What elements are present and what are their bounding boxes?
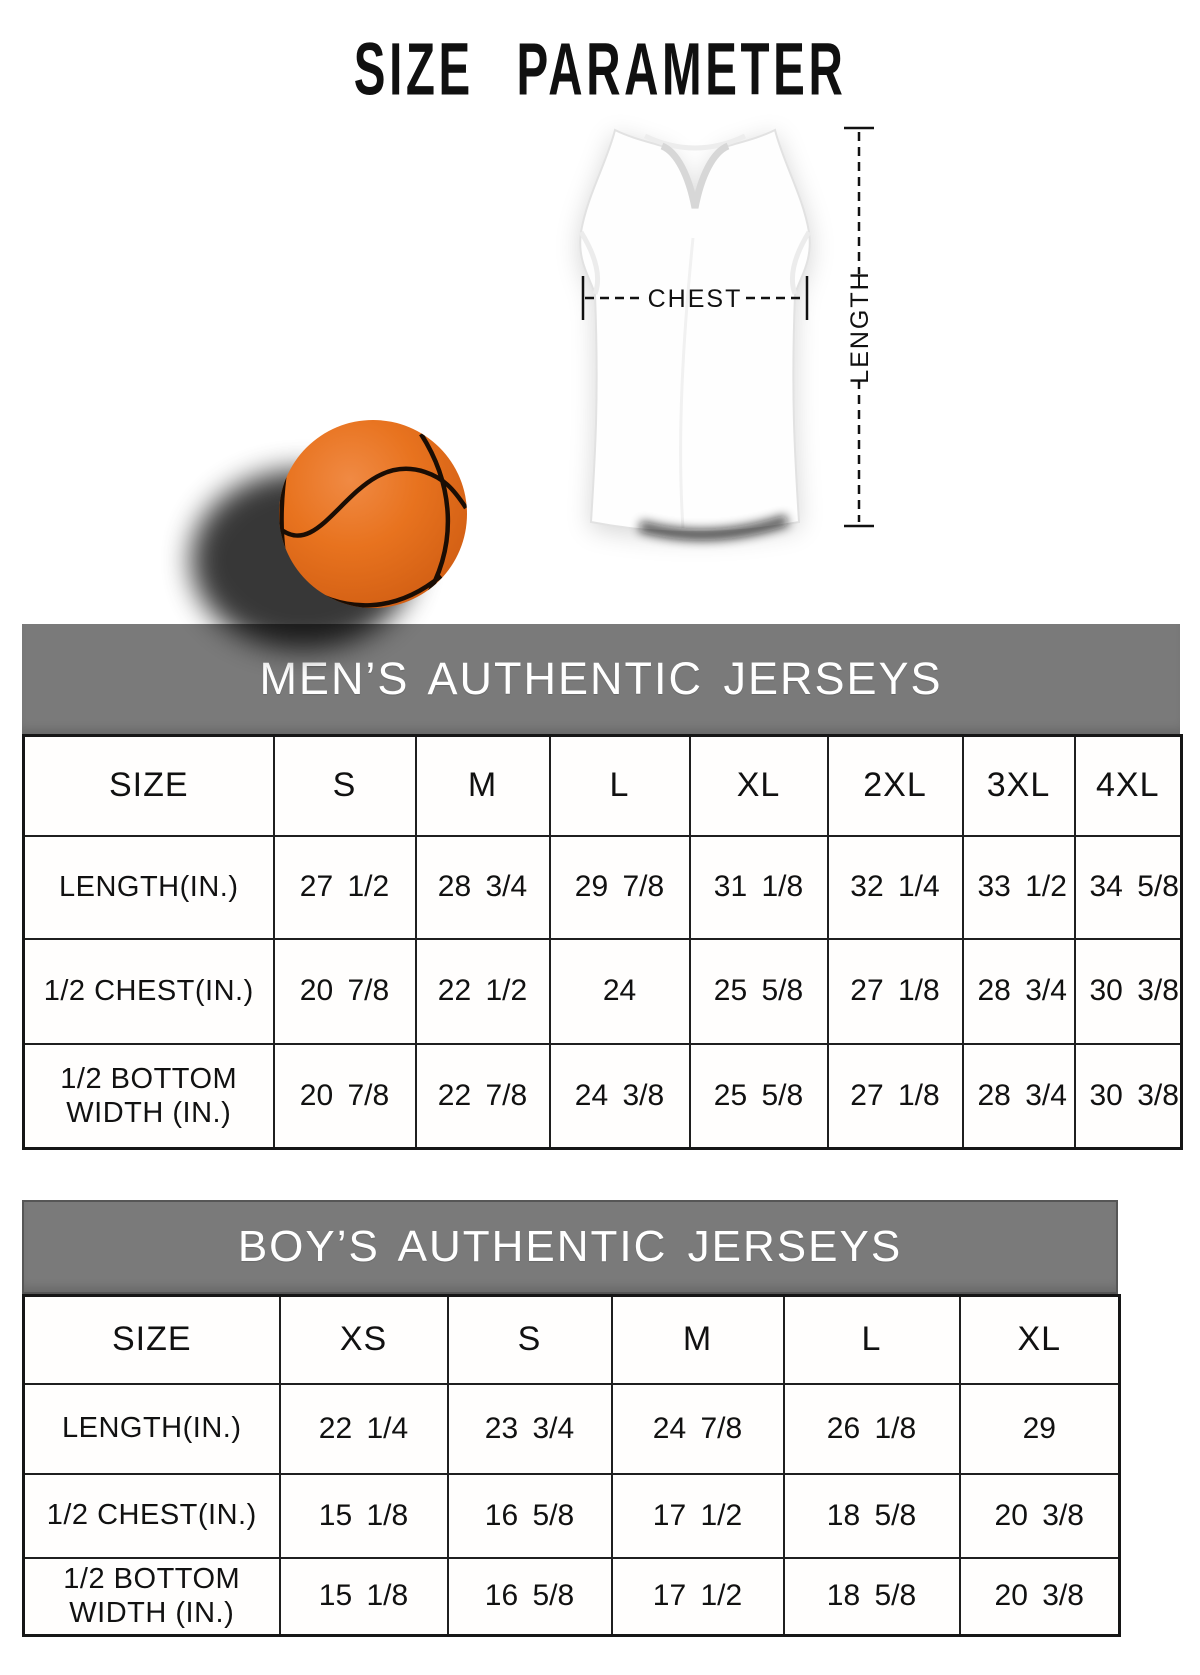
mens-col-header-l: L	[550, 736, 690, 836]
size-value-cell: 18 5/8	[784, 1558, 960, 1636]
page-title: SIZE PARAMETER	[353, 27, 847, 110]
size-value-cell: 28 3/4	[963, 939, 1075, 1044]
size-value-cell: 15 1/8	[280, 1474, 448, 1558]
boys-table-title-band	[22, 1200, 1118, 1294]
size-value-cell: 20 7/8	[274, 1044, 416, 1149]
mens-size-header: SIZE	[24, 736, 274, 836]
basketball-icon	[185, 376, 515, 686]
row-label: 1/2 BOTTOM WIDTH (IN.)	[24, 1558, 280, 1636]
boys-header-row	[24, 1296, 1120, 1384]
boys-size-table-section	[22, 1200, 1118, 1637]
size-value-cell: 24 7/8	[612, 1384, 784, 1474]
size-value-cell: 20 7/8	[274, 939, 416, 1044]
length-measure-line	[830, 124, 900, 534]
mens-col-header-s: S	[274, 736, 416, 836]
boys-col-header-m: M	[612, 1296, 784, 1384]
size-value-cell: 22 7/8	[416, 1044, 550, 1149]
size-value-cell: 17 1/2	[612, 1558, 784, 1636]
size-value-cell: 20 3/8	[960, 1558, 1120, 1636]
size-value-cell: 28 3/4	[963, 1044, 1075, 1149]
length-label: LENGTH	[846, 270, 874, 384]
product-illustration-area	[0, 114, 1200, 600]
mens-col-header-4xl: 4XL	[1075, 736, 1182, 836]
size-value-cell: 25 5/8	[690, 939, 828, 1044]
mens-half-bottom-width-row	[24, 1044, 1182, 1149]
mens-col-header-3xl: 3XL	[963, 736, 1075, 836]
row-label: 1/2 CHEST(IN.)	[24, 1474, 280, 1558]
mens-length-row	[24, 836, 1182, 939]
row-label: LENGTH(IN.)	[24, 1384, 280, 1474]
jersey-image	[545, 118, 845, 544]
size-value-cell: 25 5/8	[690, 1044, 828, 1149]
boys-half-bottom-width-row	[24, 1558, 1120, 1636]
size-value-cell: 31 1/8	[690, 836, 828, 939]
size-value-cell: 26 1/8	[784, 1384, 960, 1474]
row-label: 1/2 BOTTOM WIDTH (IN.)	[24, 1044, 274, 1149]
row-label: 1/2 CHEST(IN.)	[24, 939, 274, 1044]
mens-half-chest-row	[24, 939, 1182, 1044]
boys-col-header-xs: XS	[280, 1296, 448, 1384]
size-value-cell: 29	[960, 1384, 1120, 1474]
size-value-cell: 28 3/4	[416, 836, 550, 939]
size-value-cell: 17 1/2	[612, 1474, 784, 1558]
mens-header-row	[24, 736, 1182, 836]
boys-col-header-s: S	[448, 1296, 612, 1384]
mens-col-header-2xl: 2XL	[828, 736, 963, 836]
mens-size-table-section	[22, 624, 1180, 1150]
boys-col-header-l: L	[784, 1296, 960, 1384]
size-value-cell: 30 3/8	[1075, 1044, 1182, 1149]
size-value-cell: 27 1/8	[828, 1044, 963, 1149]
mens-table-title: MEN’S AUTHENTIC JERSEYS	[259, 653, 943, 704]
size-value-cell: 27 1/8	[828, 939, 963, 1044]
size-value-cell: 20 3/8	[960, 1474, 1120, 1558]
size-value-cell: 18 5/8	[784, 1474, 960, 1558]
size-value-cell: 22 1/2	[416, 939, 550, 1044]
page-title-area	[0, 0, 1200, 114]
boys-table-title: BOY’S AUTHENTIC JERSEYS	[237, 1222, 903, 1271]
boys-col-header-xl: XL	[960, 1296, 1120, 1384]
size-value-cell: 24	[550, 939, 690, 1044]
size-value-cell: 34 5/8	[1075, 836, 1182, 939]
size-value-cell: 27 1/2	[274, 836, 416, 939]
chest-label: CHEST	[647, 285, 743, 313]
mens-col-header-xl: XL	[690, 736, 828, 836]
size-value-cell: 15 1/8	[280, 1558, 448, 1636]
boys-half-chest-row	[24, 1474, 1120, 1558]
size-value-cell: 23 3/4	[448, 1384, 612, 1474]
row-label: LENGTH(IN.)	[24, 836, 274, 939]
size-value-cell: 32 1/4	[828, 836, 963, 939]
size-value-cell: 29 7/8	[550, 836, 690, 939]
jersey-body	[580, 130, 810, 532]
size-value-cell: 16 5/8	[448, 1558, 612, 1636]
size-value-cell: 22 1/4	[280, 1384, 448, 1474]
mens-size-table	[22, 734, 1183, 1150]
size-value-cell: 24 3/8	[550, 1044, 690, 1149]
boys-size-table	[22, 1294, 1121, 1637]
size-value-cell: 16 5/8	[448, 1474, 612, 1558]
boys-size-header: SIZE	[24, 1296, 280, 1384]
boys-length-row	[24, 1384, 1120, 1474]
size-value-cell: 33 1/2	[963, 836, 1075, 939]
size-value-cell: 30 3/8	[1075, 939, 1182, 1044]
mens-col-header-m: M	[416, 736, 550, 836]
